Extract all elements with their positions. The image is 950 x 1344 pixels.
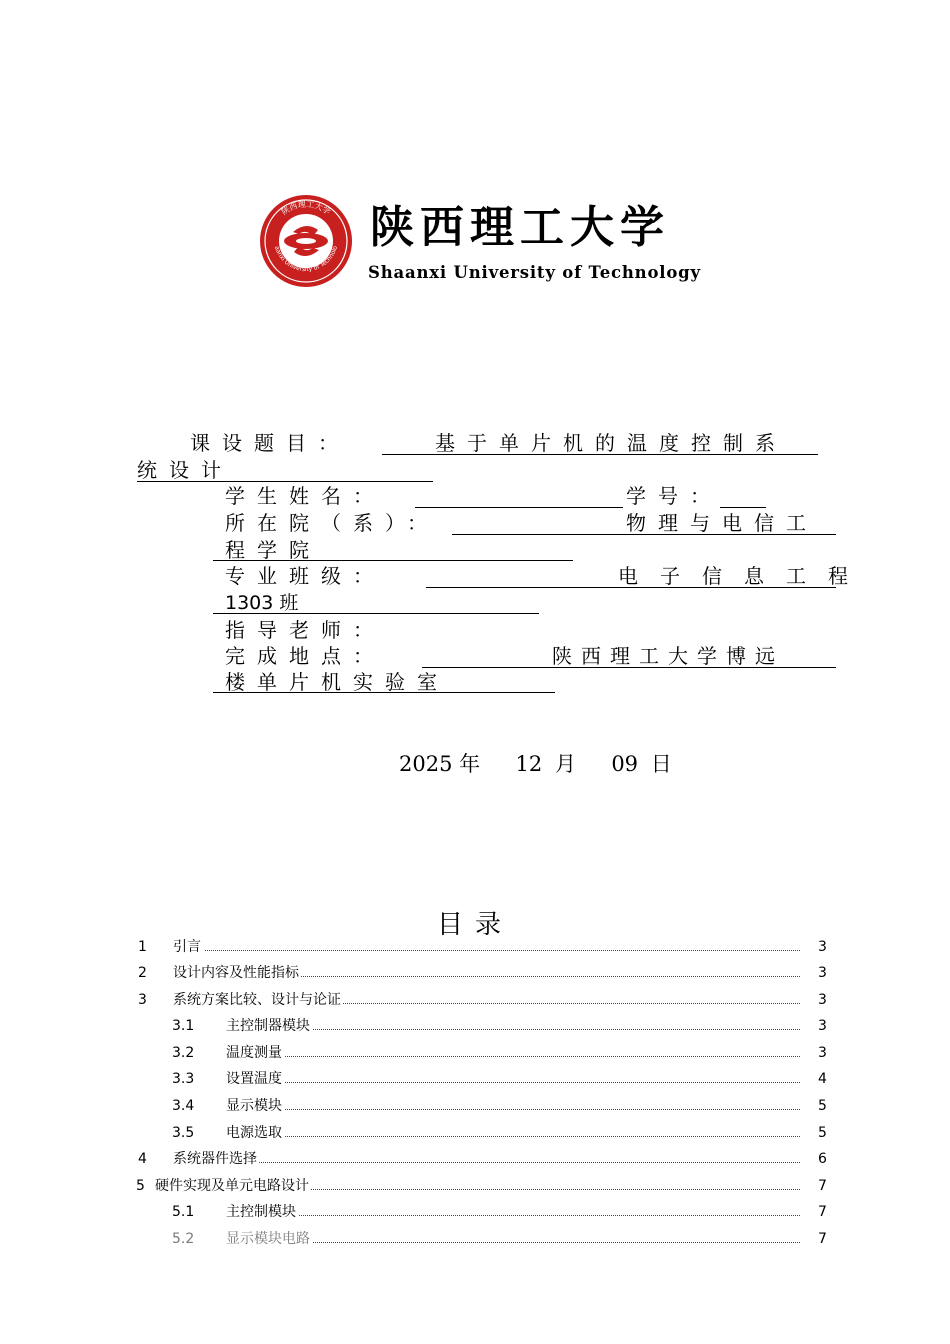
toc-entry-page: 5 xyxy=(818,1098,827,1114)
toc-entry[interactable] xyxy=(0,1200,950,1224)
toc-entry-number: 3.2 xyxy=(172,1045,195,1061)
toc-entry-number: 1 xyxy=(138,939,147,955)
toc-entry-number: 5.2 xyxy=(172,1231,195,1247)
toc-entry-page: 4 xyxy=(818,1071,827,1087)
toc-leader-dots xyxy=(260,1029,800,1030)
date-month: 12 xyxy=(515,752,543,776)
class-label: 专业班级： xyxy=(225,564,385,588)
toc-entry[interactable] xyxy=(0,1067,950,1091)
topic-underline-2 xyxy=(137,481,433,482)
date-month-unit: 月 xyxy=(554,752,576,776)
location-underline-2 xyxy=(213,692,555,693)
toc-entry[interactable] xyxy=(0,988,950,1012)
seal-text-en: aanxi University of Technolo xyxy=(272,245,340,274)
toc-leader-dots xyxy=(260,1109,800,1110)
toc-entry-title: 系统器件选择 xyxy=(173,1147,259,1171)
university-name-en: Shaanxi University of Technology xyxy=(368,263,701,282)
toc-entry[interactable] xyxy=(0,1147,950,1171)
toc-entry-number: 3.1 xyxy=(172,1018,195,1034)
toc-entry-title: 引言 xyxy=(173,935,203,959)
toc-leader-dots xyxy=(260,1082,800,1083)
toc-leader-dots xyxy=(205,950,800,951)
toc-entry-title: 系统方案比较、设计与论证 xyxy=(173,988,343,1012)
toc-leader-dots xyxy=(260,1215,800,1216)
class-value-line1: 电子信息工程 xyxy=(618,564,870,588)
toc-entry-number: 2 xyxy=(138,965,147,981)
toc-leader-dots xyxy=(260,1056,800,1057)
toc-entry[interactable] xyxy=(0,1094,950,1118)
topic-value-line1: 基于单片机的温度控制系 xyxy=(435,431,787,455)
toc-entry-page: 7 xyxy=(818,1231,827,1247)
university-name-cn: 陕西理工大学 xyxy=(370,202,670,253)
toc-entry[interactable] xyxy=(0,1174,950,1198)
toc-entry-title: 设计内容及性能指标 xyxy=(173,961,301,985)
toc-entry-page: 3 xyxy=(818,965,827,981)
toc-entry-page: 3 xyxy=(818,1045,827,1061)
class-underline-2 xyxy=(213,613,539,614)
student-id-label: 学号： xyxy=(626,484,722,508)
topic-label: 课设题目： xyxy=(190,431,350,455)
date-day-unit: 日 xyxy=(650,752,672,776)
college-underline-2 xyxy=(213,560,573,561)
topic-value-line2: 统设计 xyxy=(137,458,233,482)
toc-entry-number: 3.5 xyxy=(172,1125,195,1141)
university-logo xyxy=(258,193,710,289)
advisor-label: 指导老师： xyxy=(225,618,385,642)
college-label: 所在院（系）： xyxy=(225,511,439,535)
university-seal-icon xyxy=(258,193,354,289)
toc-entry[interactable] xyxy=(0,961,950,985)
toc-entry-page: 5 xyxy=(818,1125,827,1141)
toc-leader-dots xyxy=(260,1242,800,1243)
seal-text-cn: 陕西理工大学 xyxy=(279,199,333,217)
toc-entry[interactable] xyxy=(0,935,950,959)
toc-entry-page: 3 xyxy=(818,1018,827,1034)
toc-entry[interactable] xyxy=(0,1121,950,1145)
toc-entry-title: 电源选取 xyxy=(226,1121,284,1145)
toc-entry[interactable] xyxy=(0,1227,950,1251)
toc-entry-page: 7 xyxy=(818,1178,827,1194)
toc-entry-number: 4 xyxy=(138,1151,147,1167)
toc-entry-title: 主控制模块 xyxy=(226,1200,298,1224)
class-value-line2: 1303 班 xyxy=(225,592,299,614)
toc-entry-title: 显示模块电路 xyxy=(226,1227,312,1251)
date-line xyxy=(399,748,672,778)
toc-entry-title: 设置温度 xyxy=(226,1067,284,1091)
student-id-underline xyxy=(720,507,766,508)
toc-entry-title: 显示模块 xyxy=(226,1094,284,1118)
toc-entry-number: 5.1 xyxy=(172,1204,195,1220)
college-value-line1: 物理与电信工 xyxy=(626,511,818,535)
toc-entry-page: 7 xyxy=(818,1204,827,1220)
student-name-label: 学生姓名： xyxy=(225,484,385,508)
toc-title: 目录 xyxy=(436,910,513,940)
toc-entry-number: 5 xyxy=(136,1178,145,1194)
toc-entry-page: 6 xyxy=(818,1151,827,1167)
location-value-line1: 陕西理工大学博远 xyxy=(552,644,784,668)
location-value-line2: 楼单片机实验室 xyxy=(225,670,449,694)
toc-entry[interactable] xyxy=(0,1041,950,1065)
date-year: 2025 xyxy=(399,752,453,776)
student-name-underline xyxy=(415,507,623,508)
toc-leader-dots xyxy=(260,1136,800,1137)
college-value-line2: 程学院 xyxy=(225,538,321,562)
toc-entry-number: 3 xyxy=(138,992,147,1008)
toc-entry-page: 3 xyxy=(818,992,827,1008)
toc-entry-number: 3.4 xyxy=(172,1098,195,1114)
toc-entry[interactable] xyxy=(0,1014,950,1038)
toc-leader-dots xyxy=(205,1162,800,1163)
toc-entry-title: 硬件实现及单元电路设计 xyxy=(155,1174,311,1198)
location-label: 完成地点： xyxy=(225,644,385,668)
toc-entry-page: 3 xyxy=(818,939,827,955)
toc-entry-number: 3.3 xyxy=(172,1071,195,1087)
toc-entry-title: 主控制器模块 xyxy=(226,1014,312,1038)
date-day: 09 xyxy=(611,752,639,776)
toc-entry-title: 温度测量 xyxy=(226,1041,284,1065)
date-year-unit: 年 xyxy=(459,752,481,776)
